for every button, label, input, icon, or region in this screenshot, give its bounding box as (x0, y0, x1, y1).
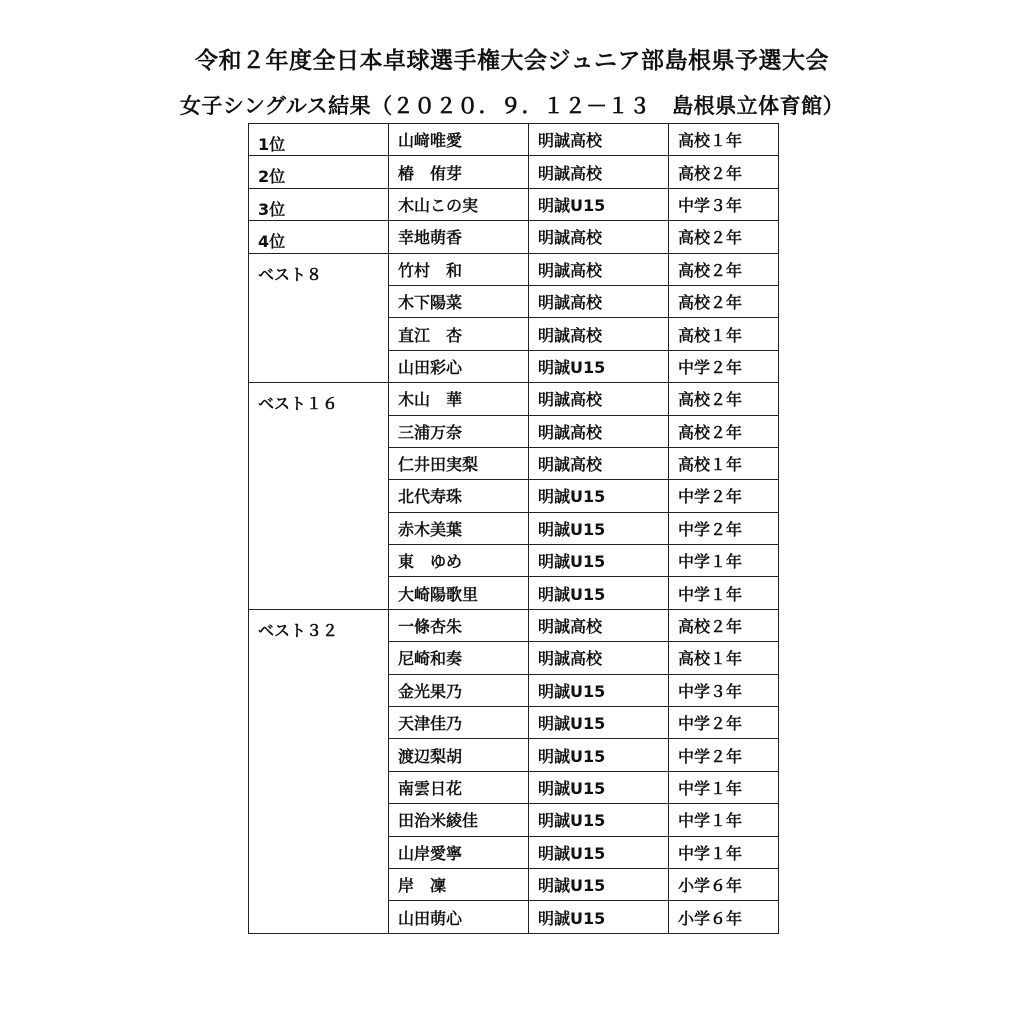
table-row (249, 156, 779, 188)
school-cell: 明誠高校 (529, 221, 669, 253)
player-name-cell: 山田萌心 (389, 901, 529, 933)
player-name-cell: 仁井田実梨 (389, 447, 529, 479)
grade-cell: 高校２年 (669, 609, 779, 641)
school-cell: 明誠高校 (529, 285, 669, 317)
school-cell: 明誠U15 (529, 771, 669, 803)
school-cell: 明誠高校 (529, 318, 669, 350)
grade-cell: 高校１年 (669, 642, 779, 674)
player-name-cell: 椿 侑芽 (389, 156, 529, 188)
rank-cell: 3位 (249, 188, 389, 220)
player-name-cell: 天津佳乃 (389, 707, 529, 739)
table-row (249, 609, 779, 641)
player-name-cell: 木山この実 (389, 188, 529, 220)
grade-cell: 高校２年 (669, 415, 779, 447)
player-name-cell: 北代寿珠 (389, 480, 529, 512)
document-subtitle: 女子シングルス結果（２０２０．９．１２－１３ 島根県立体育館） (179, 94, 845, 118)
school-cell: 明誠U15 (529, 480, 669, 512)
school-cell: 明誠U15 (529, 804, 669, 836)
school-cell: 明誠高校 (529, 383, 669, 415)
school-cell: 明誠U15 (529, 545, 669, 577)
school-cell: 明誠U15 (529, 350, 669, 382)
grade-cell: 中学２年 (669, 707, 779, 739)
table-row (249, 221, 779, 253)
player-name-cell: 東 ゆめ (389, 545, 529, 577)
player-name-cell: 岸 凜 (389, 868, 529, 900)
grade-cell: 中学２年 (669, 512, 779, 544)
school-cell: 明誠U15 (529, 739, 669, 771)
player-name-cell: 三浦万奈 (389, 415, 529, 447)
school-cell: 明誠U15 (529, 577, 669, 609)
player-name-cell: 一條杏朱 (389, 609, 529, 641)
rank-cell: ベスト１６ (249, 383, 389, 610)
grade-cell: 中学２年 (669, 480, 779, 512)
school-cell: 明誠高校 (529, 124, 669, 156)
table-row (249, 383, 779, 415)
player-name-cell: 田治米綾佳 (389, 804, 529, 836)
school-cell: 明誠高校 (529, 447, 669, 479)
player-name-cell: 大崎陽歌里 (389, 577, 529, 609)
school-cell: 明誠高校 (529, 415, 669, 447)
player-name-cell: 幸地萌香 (389, 221, 529, 253)
grade-cell: 高校１年 (669, 447, 779, 479)
player-name-cell: 木山 華 (389, 383, 529, 415)
grade-cell: 中学１年 (669, 545, 779, 577)
player-name-cell: 尼崎和奏 (389, 642, 529, 674)
document-title: 令和２年度全日本卓球選手権大会ジュニア部島根県予選大会 (194, 48, 830, 74)
grade-cell: 中学１年 (669, 804, 779, 836)
player-name-cell: 山﨑唯愛 (389, 124, 529, 156)
rank-cell: ベスト８ (249, 253, 389, 383)
school-cell: 明誠U15 (529, 868, 669, 900)
school-cell: 明誠U15 (529, 512, 669, 544)
grade-cell: 中学１年 (669, 836, 779, 868)
grade-cell: 中学２年 (669, 739, 779, 771)
school-cell: 明誠高校 (529, 609, 669, 641)
player-name-cell: 山田彩心 (389, 350, 529, 382)
school-cell: 明誠U15 (529, 836, 669, 868)
rank-cell: 1位 (249, 124, 389, 156)
player-name-cell: 直江 杏 (389, 318, 529, 350)
grade-cell: 小学６年 (669, 901, 779, 933)
grade-cell: 高校２年 (669, 156, 779, 188)
results-table-body (249, 124, 779, 934)
rank-cell: 2位 (249, 156, 389, 188)
school-cell: 明誠U15 (529, 674, 669, 706)
school-cell: 明誠高校 (529, 156, 669, 188)
school-cell: 明誠U15 (529, 707, 669, 739)
grade-cell: 中学１年 (669, 577, 779, 609)
grade-cell: 高校２年 (669, 285, 779, 317)
grade-cell: 高校１年 (669, 124, 779, 156)
table-row (249, 253, 779, 285)
grade-cell: 高校２年 (669, 383, 779, 415)
rank-cell: ベスト３２ (249, 609, 389, 933)
player-name-cell: 山岸愛寧 (389, 836, 529, 868)
school-cell: 明誠高校 (529, 253, 669, 285)
grade-cell: 中学３年 (669, 188, 779, 220)
player-name-cell: 渡辺梨胡 (389, 739, 529, 771)
player-name-cell: 赤木美葉 (389, 512, 529, 544)
school-cell: 明誠U15 (529, 901, 669, 933)
grade-cell: 中学１年 (669, 771, 779, 803)
results-table (248, 123, 779, 934)
rank-cell: 4位 (249, 221, 389, 253)
grade-cell: 中学２年 (669, 350, 779, 382)
player-name-cell: 金光果乃 (389, 674, 529, 706)
player-name-cell: 南雲日花 (389, 771, 529, 803)
grade-cell: 高校２年 (669, 253, 779, 285)
grade-cell: 中学３年 (669, 674, 779, 706)
player-name-cell: 木下陽菜 (389, 285, 529, 317)
grade-cell: 小学６年 (669, 868, 779, 900)
table-row (249, 188, 779, 220)
school-cell: 明誠高校 (529, 642, 669, 674)
player-name-cell: 竹村 和 (389, 253, 529, 285)
grade-cell: 高校２年 (669, 221, 779, 253)
grade-cell: 高校１年 (669, 318, 779, 350)
table-row (249, 124, 779, 156)
school-cell: 明誠U15 (529, 188, 669, 220)
